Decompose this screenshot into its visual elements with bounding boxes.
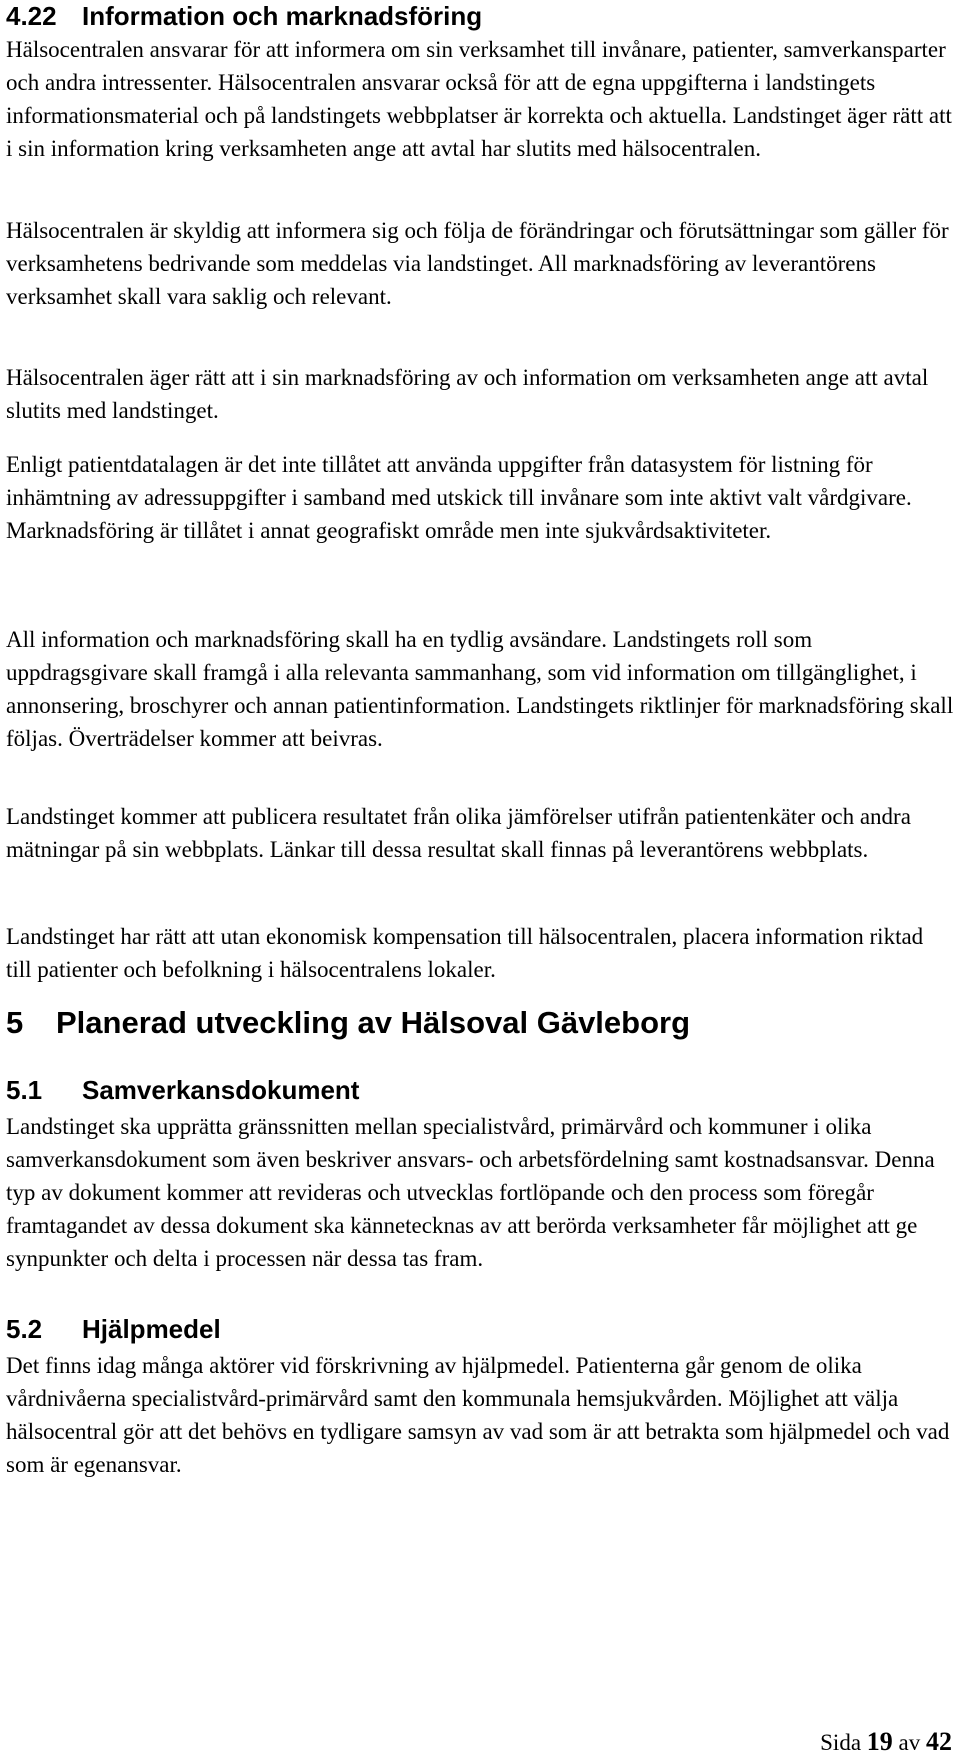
heading-title: Hjälpmedel	[82, 1314, 221, 1344]
page-number-footer	[820, 1728, 952, 1757]
paragraph: All information och marknadsföring skall ha en tydlig avsändare. Landstingets roll som uppdragsgivare skall framgå i alla relevanta sammanhang, som vid information om tillgänglighet, i annonsering, broschyrer och annan patientinformation. Landstingets riktlinjer för marknadsföring skall följas. Överträdelser kommer att beivras.	[6, 627, 954, 751]
paragraph: Landstinget ska upprätta gränssnitten mellan specialistvård, primärvård och kommuner i olika samverkansdokument som även beskriver ansvars- och arbetsfördelning samt kostnadsansvar. Denna typ av dokument kommer att revideras och utvecklas fortlöpande och den process som föregår framtagandet av dessa dokument ska kännetecknas av att berörda verksamheter får möjlighet att ge synpunkter och delta i processen när dessa tas fram.	[6, 1114, 935, 1271]
footer-total: 42	[926, 1727, 952, 1756]
paragraph: Enligt patientdatalagen är det inte tillåtet att använda uppgifter från datasystem för listning för inhämtning av adressuppgifter i samband med utskick till invånare som inte aktivt valt vårdgivare.	[6, 452, 912, 510]
paragraph: Hälsocentralen ansvarar för att informera om sin verksamhet till invånare, patienter, samverkansparter och andra intressenter. Hälsocentralen ansvarar också för att de egna uppgifterna i landstingets informationsmaterial och på landstingets webbplatser är korrekta och aktuella. Landstinget äger rätt att i sin information kring verksamheten ange att avtal har slutits med hälsocentralen.	[6, 37, 952, 161]
paragraph: Landstinget kommer att publicera resultatet från olika jämförelser utifrån patientenkäter och andra mätningar på sin webbplats. Länkar till dessa resultat skall finnas på leverantörens webbplats.	[6, 804, 911, 862]
section-4-22-body	[6, 214, 954, 313]
paragraph: Landstinget har rätt att utan ekonomisk kompensation till hälsocentralen, placera information riktad till patienter och befolkning i hälsocentralens lokaler.	[6, 924, 924, 982]
section-4-22-body	[6, 448, 954, 547]
footer-prefix: Sida	[820, 1730, 862, 1755]
heading-5-1	[6, 1074, 359, 1106]
heading-number: 5.2	[6, 1314, 43, 1344]
heading-5	[6, 1003, 690, 1043]
section-5-2-body	[6, 1349, 954, 1481]
section-4-22-body	[6, 800, 954, 866]
section-4-22-body	[6, 361, 954, 427]
footer-separator: av	[898, 1730, 921, 1755]
heading-number: 4.22	[6, 1, 57, 31]
heading-title: Information och marknadsföring	[82, 1, 483, 31]
heading-title: Planerad utveckling av Hälsoval Gävleborg	[56, 1005, 691, 1040]
heading-5-2	[6, 1313, 221, 1345]
section-4-22-body	[6, 920, 954, 986]
section-4-22-body	[6, 623, 954, 755]
section-5-1-body	[6, 1110, 954, 1275]
paragraph: Hälsocentralen äger rätt att i sin marknadsföring av och information om verksamheten ange att avtal slutits med landstinget.	[6, 365, 929, 423]
heading-4-22	[6, 0, 482, 32]
footer-page: 19	[866, 1727, 893, 1756]
heading-number: 5	[6, 1005, 24, 1040]
heading-title: Samverkansdokument	[82, 1075, 360, 1105]
paragraph: Det finns idag många aktörer vid förskrivning av hjälpmedel. Patienterna går genom de olika vårdnivåerna specialistvård-primärvård samt den kommunala hemsjukvården. Möjlighet att välja hälsocentral gör att det behövs en tydligare samsyn av vad som är att betrakta som hjälpmedel och vad som är egenansvar.	[6, 1353, 950, 1477]
section-4-22-body	[6, 33, 954, 165]
paragraph: Hälsocentralen är skyldig att informera sig och följa de förändringar och förutsättningar som gäller för verksamhetens bedrivande som meddelas via landstinget. All marknadsföring av leverantörens verksamhet skall vara saklig och relevant.	[6, 218, 949, 309]
paragraph: Marknadsföring är tillåtet i annat geografiskt område men inte sjukvårdsaktiviteter.	[6, 518, 772, 543]
heading-number: 5.1	[6, 1075, 43, 1105]
